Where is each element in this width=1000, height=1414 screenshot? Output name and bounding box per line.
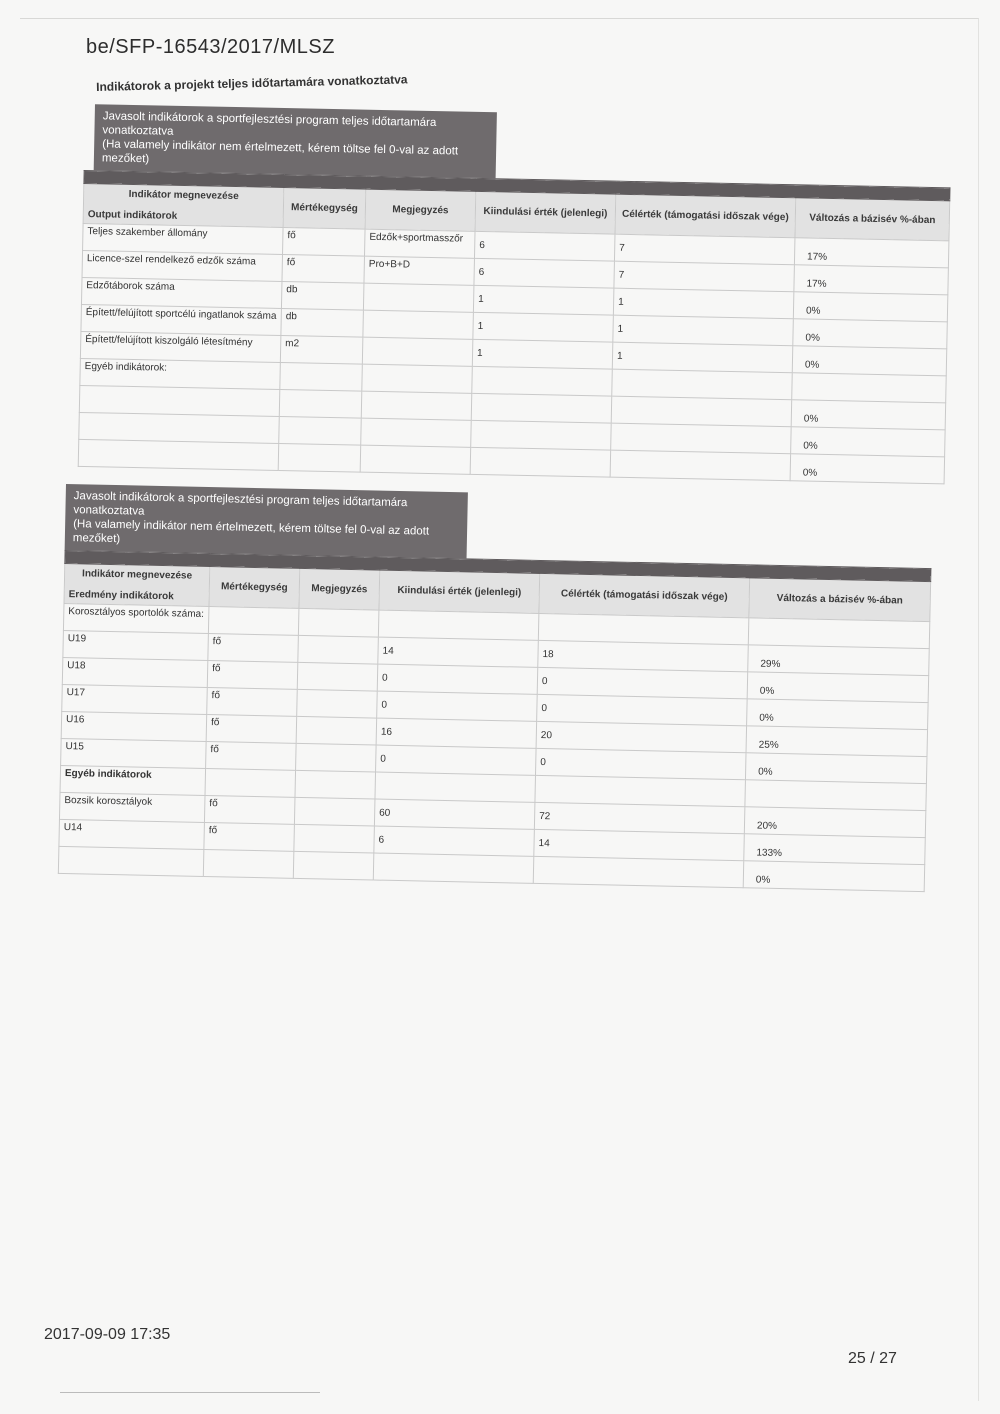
- cell-start: 6: [474, 258, 615, 288]
- cell-unit: [278, 443, 361, 472]
- cell-change: 0%: [743, 861, 925, 892]
- cell-target: 1: [613, 315, 794, 346]
- cell-target: 72: [534, 802, 745, 833]
- cell-target: [611, 396, 792, 427]
- cell-name: [78, 439, 279, 470]
- cell-unit: [208, 607, 299, 636]
- result-header-unit: Mértékegység: [209, 567, 300, 609]
- cell-note: [294, 824, 375, 853]
- output-header-unit: Mértékegység: [283, 188, 366, 230]
- cell-change: 0%: [790, 454, 945, 484]
- cell-name: [79, 385, 280, 416]
- cell-start: 6: [474, 231, 615, 261]
- cell-note: [293, 851, 374, 880]
- cell-name: Egyéb indikátorok:: [80, 358, 281, 389]
- cell-change: 17%: [794, 238, 949, 268]
- result-indicator-table: [58, 484, 932, 892]
- output-indicator-table: [78, 104, 951, 484]
- cell-target: 20: [536, 721, 747, 752]
- cell-name: U17: [62, 684, 208, 714]
- cell-unit: [280, 362, 363, 391]
- output-header-start: Kiindulási érték (jelenlegi): [475, 191, 616, 234]
- cell-change: 133%: [744, 834, 926, 865]
- cell-name: Egyéb indikátorok: [60, 765, 206, 795]
- cell-target: [612, 369, 793, 400]
- output-header-name: Indikátor megnevezése Output indikátorok: [83, 183, 284, 227]
- cell-start: [471, 420, 612, 450]
- cell-name: U18: [62, 657, 208, 687]
- cell-target: [610, 450, 791, 481]
- cell-note: [298, 635, 379, 664]
- cell-start: 6: [374, 826, 535, 856]
- cell-unit: fő: [208, 634, 299, 663]
- cell-target: 18: [538, 640, 749, 671]
- cell-target: 7: [614, 234, 795, 265]
- cell-target: 7: [614, 261, 795, 292]
- cell-name: Licence-szel rendelkező edzők száma: [82, 250, 283, 281]
- cell-start: [378, 610, 539, 640]
- output-grid: [78, 170, 951, 484]
- cell-note: [297, 689, 378, 718]
- cell-unit: fő: [282, 254, 365, 283]
- cell-note: [361, 391, 472, 420]
- cell-start: [373, 853, 534, 883]
- cell-start: [470, 447, 611, 477]
- cell-name: U15: [61, 738, 207, 768]
- cell-note: [360, 445, 471, 474]
- cell-target: 1: [613, 288, 794, 319]
- cell-note: [297, 662, 378, 691]
- cell-unit: fő: [204, 795, 295, 824]
- cell-note: [295, 770, 376, 799]
- cell-unit: db: [281, 308, 364, 337]
- cell-start: [375, 772, 536, 802]
- cell-name: U14: [59, 819, 205, 849]
- result-grid: [58, 550, 932, 892]
- cell-change: 0%: [791, 427, 946, 457]
- cell-unit: [205, 768, 296, 797]
- result-header-name: Indikátor megnevezése Eredmény indikátorok: [64, 563, 210, 606]
- cell-start: 60: [374, 799, 535, 829]
- footer-timestamp: 2017-09-09 17:35: [44, 1326, 171, 1343]
- cell-change: 20%: [744, 807, 926, 838]
- cell-start: 1: [473, 285, 614, 315]
- cell-change: 0%: [793, 319, 948, 349]
- cell-target: 0: [537, 694, 748, 725]
- result-table-intro: Javasolt indikátorok a sportfejlesztési program teljes időtartamára vonatkoztatva (Ha valamely indikátor nem értelmezett, kérem töltse fel 0-val az adott mezőket): [65, 484, 468, 558]
- cell-change: 0%: [747, 672, 929, 703]
- cell-target: 0: [537, 667, 748, 698]
- cell-change: 0%: [792, 346, 947, 376]
- cell-name: U19: [63, 630, 209, 660]
- output-header-target: Célérték (támogatási időszak vége): [615, 194, 796, 238]
- cell-change: 0%: [791, 400, 946, 430]
- cell-name: Épített/felújított sportcélú ingatlanok száma: [81, 304, 282, 335]
- result-header-target: Célérték (támogatási időszak vége): [539, 573, 750, 617]
- cell-start: [472, 366, 613, 396]
- cell-unit: m2: [280, 335, 363, 364]
- cell-name: Épített/felújított kiszolgáló létesítmény: [80, 331, 281, 362]
- cell-target: 0: [536, 748, 747, 779]
- cell-note: [298, 608, 379, 637]
- cell-note: [361, 418, 472, 447]
- cell-name: [58, 846, 204, 876]
- cell-unit: fő: [283, 227, 366, 256]
- cell-note: [296, 716, 377, 745]
- cell-unit: [203, 849, 294, 878]
- cell-note: [362, 364, 473, 393]
- cell-name: [79, 412, 280, 443]
- cell-target: 14: [534, 829, 745, 860]
- cell-change: 29%: [748, 645, 930, 676]
- cell-change: [748, 618, 930, 649]
- cell-unit: fő: [206, 714, 297, 743]
- cell-unit: fő: [207, 688, 298, 717]
- cell-change: 0%: [745, 753, 927, 784]
- cell-unit: fő: [204, 822, 295, 851]
- cell-name: Korosztályos sportolók száma:: [63, 603, 209, 633]
- cell-start: 1: [472, 339, 613, 369]
- cell-change: 0%: [747, 699, 929, 730]
- section-title: Indikátorok a projekt teljes időtartamára vonatkoztatva: [96, 72, 408, 94]
- cell-note: Edzők+sportmasszőr: [365, 229, 476, 258]
- cell-note: [362, 337, 473, 366]
- cell-unit: db: [281, 281, 364, 310]
- cell-change: 0%: [793, 292, 948, 322]
- cell-change: [745, 780, 927, 811]
- cell-change: 25%: [746, 726, 928, 757]
- output-header-note: Megjegyzés: [365, 189, 476, 231]
- cell-change: [792, 373, 947, 403]
- cell-unit: [279, 416, 362, 445]
- cell-start: 1: [473, 312, 614, 342]
- cell-name: Edzőtáborok száma: [81, 277, 282, 308]
- cell-start: 0: [377, 691, 538, 721]
- cell-note: [363, 283, 474, 312]
- cell-start: 16: [376, 718, 537, 748]
- footer-page-number: 25 / 27: [848, 1350, 897, 1367]
- cell-unit: fő: [207, 661, 298, 690]
- result-header-change: Változás a bázisév %-ában: [749, 578, 931, 622]
- cell-name: Bozsik korosztályok: [59, 792, 205, 822]
- document-id: be/SFP-16543/2017/MLSZ: [86, 36, 335, 58]
- result-header-start: Kiindulási érték (jelenlegi): [379, 570, 540, 613]
- cell-unit: fő: [206, 741, 297, 770]
- result-header-note: Megjegyzés: [299, 568, 380, 610]
- output-table-intro: Javasolt indikátorok a sportfejlesztési program teljes időtartamára vonatkoztatva (Ha valamely indikátor nem értelmezett, kérem töltse fel 0-val az adott mezőket): [94, 104, 497, 178]
- cell-change: 17%: [794, 265, 949, 295]
- cell-target: 1: [612, 342, 793, 373]
- cell-note: [363, 310, 474, 339]
- cell-unit: [279, 389, 362, 418]
- bottom-rule: [60, 1392, 320, 1393]
- cell-note: [296, 743, 377, 772]
- cell-target: [533, 856, 744, 887]
- cell-start: 0: [376, 745, 537, 775]
- cell-start: 0: [377, 664, 538, 694]
- cell-name: U16: [61, 711, 207, 741]
- cell-start: [471, 393, 612, 423]
- cell-start: 14: [378, 637, 539, 667]
- cell-target: [611, 423, 792, 454]
- cell-name: Teljes szakember állomány: [83, 223, 284, 254]
- cell-note: [294, 797, 375, 826]
- output-header-change: Változás a bázisév %-ában: [795, 198, 950, 241]
- cell-note: Pro+B+D: [364, 256, 475, 285]
